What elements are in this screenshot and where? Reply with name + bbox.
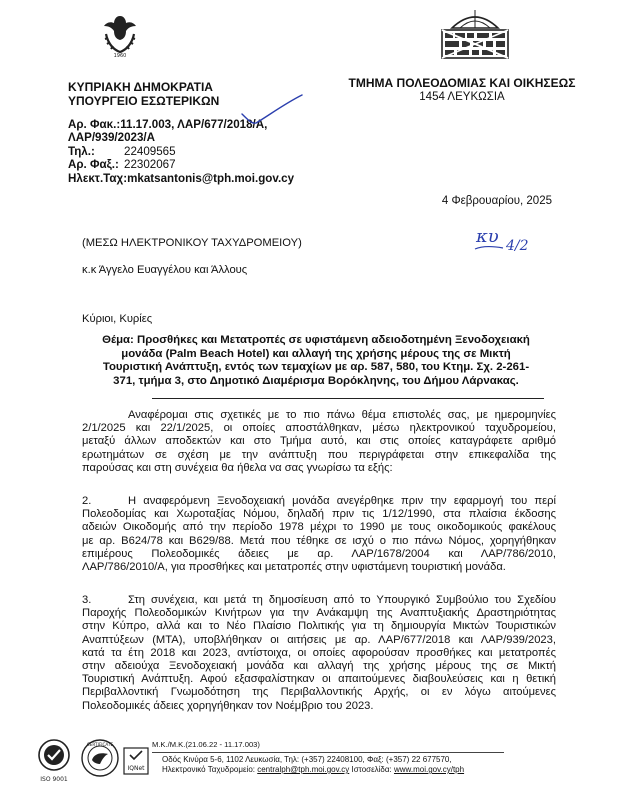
footer-divider <box>152 752 504 753</box>
footer-website-link[interactable]: www.moi.gov.cy/tph <box>393 765 465 774</box>
footer-email-link[interactable]: centralph@tph.moi.gov.cy <box>257 765 350 774</box>
paragraph-line: με αρ. Β624/78 και Β629/88. Μετά που τέθηκε σε ισχύ ο πιο πάνω Νόμος, χορηγήθηκαν <box>82 534 556 547</box>
iqnet-logo-icon <box>122 746 150 776</box>
paragraph-line: Τουριστική Ανάπτυξη. Αφού εξασφαλίστηκαν οι απαιτούμενες διαβουλεύσεις και η θετική <box>82 673 556 686</box>
footer-contact <box>162 755 502 775</box>
recipient-name: κ.κ Άγγελο Ευαγγέλου και Άλλους <box>82 264 248 276</box>
subject-line: Τουριστική Ανάπτυξη, εντός των τεμαχίων με αρ. 587, 580, του Κτημ. Σχ. 2-261- <box>102 361 530 374</box>
ministry-name: ΥΠΟΥΡΓΕΙΟ ΕΣΩΤΕΡΙΚΩΝ <box>68 94 220 108</box>
letter-date: 4 Φεβρουαρίου, 2025 <box>441 195 552 207</box>
department-logo-icon <box>432 4 518 64</box>
delivery-method: (ΜΕΣΩ ΗΛΕΚΤΡΟΝΙΚΟΥ ΤΑΧΥΔΡΟΜΕΙΟΥ) <box>82 237 302 249</box>
reference-block <box>68 118 294 185</box>
paragraph-line: παρούσας και στη συνέχεια θα ήθελα να σας γνωρίσω τα εξής: <box>82 461 393 474</box>
salutation: Κύριοι, Κυρίες <box>82 313 153 325</box>
cert-ring-label: CERTIFICATE <box>86 742 114 747</box>
paragraph-line: στην Κύπρο, αλλά και το Νέο Πλαίσιο Πολιτικής για τη δημιουργία Μικτών Τουριστικών <box>82 620 556 633</box>
footer-email-label: Ηλεκτρονικό Ταχυδρομείο: <box>162 765 255 774</box>
document-code: Μ.Κ./Μ.Κ.(21.06.22 - 11.17.003) <box>152 740 260 749</box>
paragraph-line: μεταξύ άλλων αποδεκτών και στο Τμήμα αυτό, και στις οποίες καταγράφετε αριθμό <box>82 435 556 448</box>
paragraph-line: Πολεοδομικές άδειες χορηγήθηκαν τον Νοέμβριο του 2023. <box>82 699 374 712</box>
paragraph-line: Πολεοδομίας και Χωροταξίας Νόμου, δηλαδή πριν τις 1/12/1990, στα πλαίσια έκδοσης <box>82 508 556 521</box>
paragraph-line: Η αναφερόμενη Ξενοδοχειακή μονάδα ανεγέρθηκε πριν την εφαρμογή του περί <box>128 495 556 507</box>
department-city: 1454 ΛΕΥΚΩΣΙΑ <box>419 91 505 103</box>
subject-line: 371, τμήμα 3, στο Δημοτικό Διαμέρισμα Βορόκληνης, του Δήμου Λάρνακας. <box>113 374 519 387</box>
subject-line: Θέμα: Προσθήκες και Μετατροπές σε υφιστάμενη αδειοδοτημένη Ξενοδοχειακή <box>102 334 530 346</box>
paragraph-line: Στη συνέχεια, και μετά τη δημοσίευση από το Υπουργικό Συμβούλιο του Σχεδίου <box>128 594 556 606</box>
footer-address: Οδός Κινύρα 5-6, 1102 Λευκωσία, Τηλ: (+357) 22408100, Φαξ: (+357) 22 677570, <box>162 755 452 764</box>
paragraph-line: 2/1/2025 και 22/1/2025, οι οποίες αποστάλθηκαν, μέσω ηλεκτρονικού ταχυδρομείου, <box>82 422 556 435</box>
department-name: ΤΜΗΜΑ ΠΟΛΕΟΔΟΜΙΑΣ ΚΑΙ ΟΙΚΗΣΕΩΣ <box>348 76 576 90</box>
paragraph-line: Παροχής Πολεοδομικών Κινήτρων για την Ανάκαμψη της Αναπτυξιακής Δραστηριότητας <box>82 607 556 620</box>
telephone-value: 22409565 <box>124 144 176 158</box>
iso-certification-logo-icon <box>36 738 72 784</box>
handwritten-date: 4/2 <box>506 238 529 254</box>
iso-label: ISO 9001 <box>40 776 68 783</box>
paragraph-3 <box>82 594 556 713</box>
telephone-label: Τηλ.: <box>68 144 95 158</box>
footer-site-label: Ιστοσελίδα: <box>351 765 392 774</box>
subject-divider <box>152 398 544 399</box>
paragraph-line: επιμέρους Πολεοδομικές άδειες με αρ. ΛΑΡ/1678/2004 και ΛΑΡ/786/2010, <box>82 547 556 560</box>
file-number-value: 11.17.003, ΛΑΡ/677/2018/Α, <box>120 118 268 131</box>
paragraph-line: αδειών Οικοδομής από την περίοδο 1978 μέχρι το 1990 με τους οικοδομικούς φακέλους <box>82 521 556 534</box>
handwritten-underline-icon <box>474 244 504 252</box>
cyprus-certification-logo-icon <box>80 738 120 778</box>
subject-block <box>74 334 558 388</box>
subject-line: μονάδα (Palm Beach Hotel) και αλλαγή της χρήσης μέρους της σε Μικτή <box>121 347 511 360</box>
paragraph-line: ερωτημάτων σε σχέση με την ανάπτυξη που περιγράφεται στην επικεφαλίδα της <box>82 448 556 461</box>
svg-text:1960: 1960 <box>113 53 127 58</box>
email-label: Ηλεκτ.Ταχ: <box>68 171 128 185</box>
paragraph-number: 2. <box>82 495 92 507</box>
paragraph-line: Περιβαλλοντική Γνωμοδότηση της Περιβαλλοντικής Αρχής, οι εν λόγω αιτούμενες <box>82 686 556 699</box>
paragraph-line: Αναπτύξεων (ΜΤΑ), υποβλήθηκαν οι αιτήσεις με αρ. ΛΑΡ/677/2018 και ΛΑΡ/939/2023, <box>82 633 556 646</box>
file-number-value-2: ΛΑΡ/939/2023/Α <box>68 131 156 145</box>
paragraph-line: στην αδειούχα Ξενοδοχειακή μονάδα και αλλαγή της χρήσης μέρους της σε Μικτή <box>82 660 556 673</box>
iqnet-label: IQNet <box>127 765 145 772</box>
file-number-label: Αρ. Φακ.: <box>68 118 121 131</box>
paragraph-1 <box>82 409 556 475</box>
paragraph-line: Αναφέρομαι στις σχετικές με το πιο πάνω θέμα επιστολές σας, με ημερομηνίες <box>128 409 556 421</box>
handwritten-initials: κυ <box>476 226 499 247</box>
department-header <box>348 76 576 104</box>
fax-value: 22302067 <box>124 158 176 172</box>
cyprus-emblem-icon <box>100 12 140 58</box>
email-value: mkatsantonis@tph.moi.gov.cy <box>127 171 295 185</box>
paragraph-2 <box>82 495 556 574</box>
paragraph-line: ΛΑΡ/786/2010/Α, για προσθήκες και μετατροπές στην υφιστάμενη τουριστική μονάδα. <box>82 561 506 574</box>
country-name: ΚΥΠΡΙΑΚΗ ΔΗΜΟΚΡΑΤΙΑ <box>68 80 213 94</box>
sender-organisation <box>68 80 219 108</box>
paragraph-line: κατά τα έτη 2018 και 2023, αντίστοιχα, οι οποίες αφορούσαν προσθήκες και μετατροπές <box>82 646 556 659</box>
handwritten-tick-icon <box>240 92 306 128</box>
fax-label: Αρ. Φαξ.: <box>68 158 119 172</box>
handwritten-note <box>472 226 552 262</box>
paragraph-number: 3. <box>82 594 92 606</box>
